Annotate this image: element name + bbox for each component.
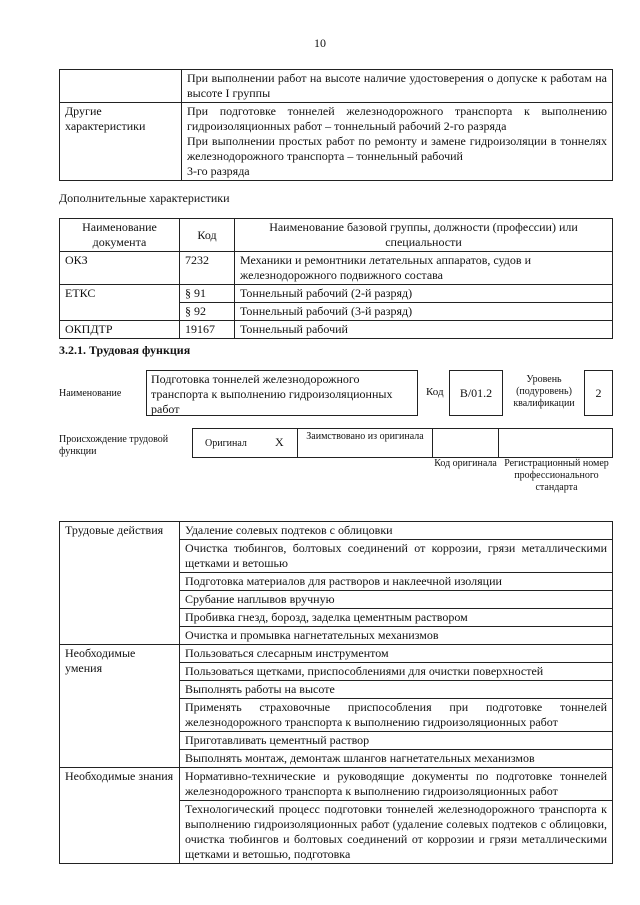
- original-label: Оригинал: [205, 438, 247, 449]
- page-number: 10: [314, 36, 326, 50]
- original-box: [192, 428, 298, 458]
- other-characteristics-line3: 3-го разряда: [187, 164, 250, 178]
- function-code-box: [449, 370, 503, 416]
- original-mark: X: [275, 435, 284, 449]
- borrowed-label: Заимствовано из оригинала: [306, 431, 424, 442]
- knowledge-label: Необходимые знания: [60, 768, 180, 864]
- table-row: [60, 285, 613, 303]
- list-item: Применять страховочные приспособления при подготовке тоннелей железнодорожного транспорта к выполнению гидроизоляционных работ: [180, 699, 612, 732]
- origin-code-label: Код оригинала: [434, 458, 497, 469]
- list-item: Приготавливать цементный раствор: [180, 732, 612, 750]
- reg-number-label: Регистрационный номер профессионального стандарта: [504, 458, 609, 493]
- list-item: Технологический процесс подготовки тоннелей железнодорожного транспорта к выполнению гидроизоляционных работ (удаление солевых подтеков с облицовки, очистка тюбингов и болтовых соединений от коррозии и грязи металлическими щетками и ветошью, подготовка: [185, 802, 607, 861]
- list-item: Нормативно-технические и руководящие документы по подготовке тоннелей железнодорожного транспорта к выполнению гидроизоляционных работ: [180, 768, 612, 801]
- additional-table: [59, 218, 613, 339]
- reg-number-box: [498, 428, 613, 458]
- borrowed-box: [297, 428, 433, 458]
- list-item: Подготовка материалов для растворов и наклеечной изоляции: [180, 573, 612, 591]
- col-code-header: Код: [180, 219, 235, 252]
- row-code: § 91: [180, 285, 235, 303]
- row-code: 19167: [180, 321, 235, 339]
- level-value: 2: [595, 386, 602, 400]
- skills-label: Необходимые умения: [60, 645, 180, 768]
- list-item: Выполнять монтаж, демонтаж шлангов нагнетательных механизмов: [185, 751, 535, 765]
- list-item: Выполнять работы на высоте: [180, 681, 612, 699]
- additional-heading: Дополнительные характеристики: [59, 191, 230, 205]
- top-characteristics-table: [59, 69, 613, 181]
- top-row1-label: [60, 70, 182, 103]
- level-label: Уровень (подуровень) квалификации: [513, 374, 575, 409]
- function-name-value: Подготовка тоннелей железнодорожного транспорта к выполнению гидроизоляционных работ: [151, 372, 393, 416]
- actions-cell: [180, 522, 613, 645]
- col-doc-header: Наименование документа: [60, 219, 180, 252]
- function-details-table: [59, 521, 613, 864]
- row-name: Тоннельный рабочий: [235, 321, 613, 339]
- list-item: Срубание наплывов вручную: [180, 591, 612, 609]
- row-name: Механики и ремонтники летательных аппаратов, судов и железнодорожного подвижного состава: [235, 252, 613, 285]
- function-code-value: B/01.2: [459, 386, 493, 400]
- other-characteristics-line2: При выполнении простых работ по ремонту и замене гидроизоляции в тоннелях железнодорожного транспорта – тоннельный рабочий: [187, 134, 607, 163]
- code-label: Код: [426, 386, 444, 398]
- list-item: Удаление солевых подтеков с облицовки: [180, 522, 612, 540]
- table-row: [60, 252, 613, 285]
- list-item: Пробивка гнезд, борозд, заделка цементным раствором: [180, 609, 612, 627]
- level-box: [584, 370, 613, 416]
- row-code: 7232: [180, 252, 235, 285]
- origin-code-box: [432, 428, 499, 458]
- col-name-header: Наименование базовой группы, должности (профессии) или специальности: [235, 219, 613, 252]
- list-item: Пользоваться щетками, приспособлениями для очистки поверхностей: [180, 663, 612, 681]
- actions-label: Трудовые действия: [60, 522, 180, 645]
- row-name: Тоннельный рабочий (3-й разряд): [235, 303, 613, 321]
- name-label: Наименование: [59, 388, 122, 399]
- list-item: Пользоваться слесарным инструментом: [180, 645, 612, 663]
- row-code: § 92: [180, 303, 235, 321]
- skills-cell: [180, 645, 613, 768]
- function-heading: 3.2.1. Трудовая функция: [59, 343, 191, 357]
- origin-label: Происхождение трудовой функции: [59, 434, 169, 457]
- other-characteristics-line1: При подготовке тоннелей железнодорожного транспорта к выполнению гидроизоляционных работ – тоннельный рабочий 2-го разряда: [187, 104, 607, 133]
- knowledge-cell: [180, 768, 613, 864]
- top-row1-text: При выполнении работ на высоте наличие удостоверения о допуске к работам на высоте I группы: [182, 70, 613, 103]
- function-name-box: [146, 370, 418, 416]
- row-doc: ОКЗ: [60, 252, 180, 285]
- row-name: Тоннельный рабочий (2-й разряд): [235, 285, 613, 303]
- table-row: [60, 321, 613, 339]
- other-characteristics-text: [182, 103, 613, 181]
- row-doc: ОКПДТР: [60, 321, 180, 339]
- row-doc: ЕТКС: [60, 285, 180, 321]
- other-characteristics-label: Другие характеристики: [60, 103, 182, 181]
- list-item: Очистка и промывка нагнетательных механизмов: [185, 628, 439, 642]
- list-item: Очистка тюбингов, болтовых соединений от коррозии, грязи металлическими щетками и ветошью: [180, 540, 612, 573]
